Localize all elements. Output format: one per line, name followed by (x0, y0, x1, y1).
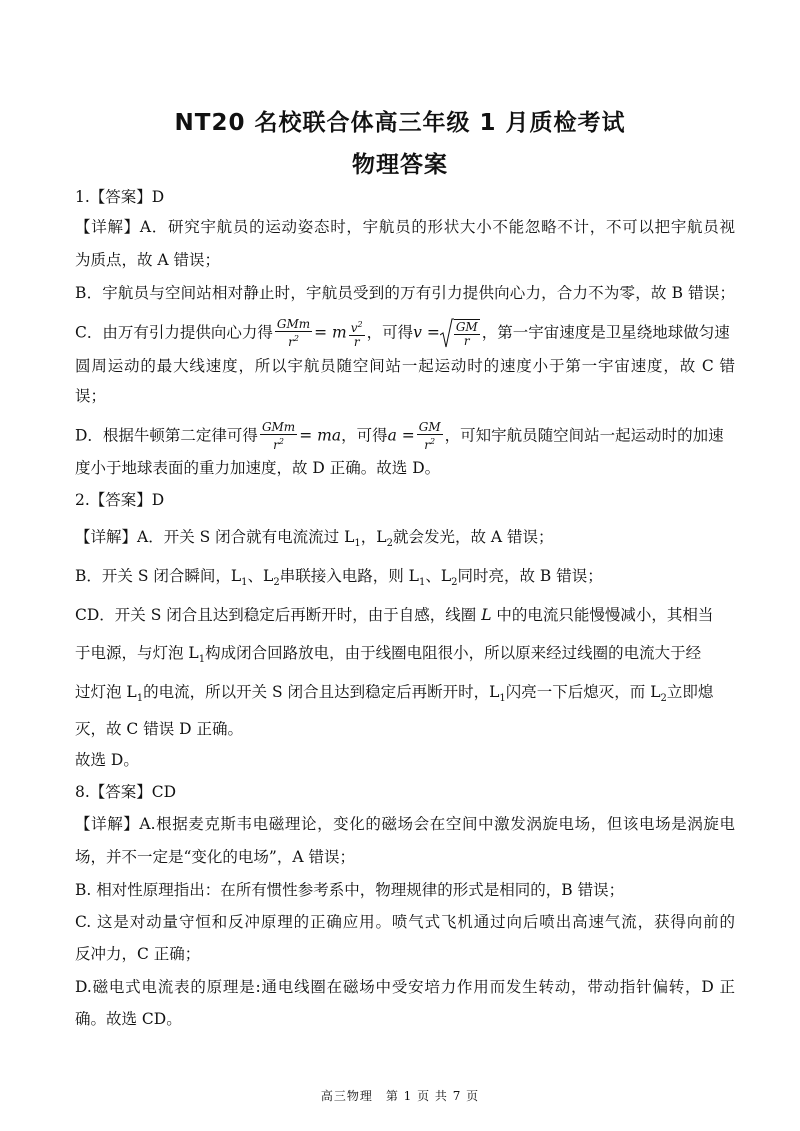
q8-line-5: 反冲力，C 正确； (75, 945, 201, 963)
q1-line-7: D．根据牛顿第二定律可得 $\frac{\text{GMm}}{r^2}$ = ma，可得a = $\frac{GM}{r^2}$ ，可知宇航员随空间站一起运动时的加速 (75, 420, 724, 452)
q1-line-2: 为质点，故 A 错误； (75, 251, 221, 269)
q1-line-8: 度小于地球表面的重力加速度，故 D 正确。故选 D。 (75, 459, 441, 477)
q2-line-5: 过灯泡 $L_1$的电流，所以开关 S 闭合且达到稳定后再断开时，$L_1$闪亮一下后熄灭，而 $L_2$立即熄 (75, 683, 714, 704)
page-footer: 高三物理 第 1 页 共 7 页 (320, 1089, 480, 1103)
q2-line-7: 故选 D。 (75, 751, 139, 769)
q1-line-5: 圆周运动的最大线速度，所以宇航员随空间站一起运动时的速度小于第一宇宙速度，故 C 错 (75, 357, 735, 375)
q1-line-4-text-a: C．由万有引力提供向心力得 (75, 323, 273, 342)
q1-line-7-text-b: ，可得 (341, 426, 388, 445)
q1-line-4-text-b: ，可得 (366, 323, 414, 342)
q1-line-4: C．由万有引力提供向心力得 $\frac{\text{GMm}}{r^2}$ = m $\frac{v^2}{r}$ ，可得v = $\frac{GM}{r}$ ，第一宇宙速度是卫星绕地球做匀速 (75, 317, 730, 349)
exam-title: NT20 名校联合体高三年级 1 月质检考试 (174, 110, 626, 136)
q8-line-6: D.磁电式电流表的原理是:通电线圈在磁场中受安培力作用而发生转动，带动指针偏转，D 正 (75, 978, 735, 996)
q2-line-1: 【详解】A．开关 S 闭合就有电流流过 $L_1$，$L_2$就会发光，故 A 错误； (75, 528, 554, 549)
gravity-fraction-2: $\frac{\text{GMm}}{r^2}$ (261, 420, 296, 452)
sqrt-sign-icon (440, 317, 454, 349)
q1-line-1: 【详解】A．研究宇航员的运动姿态时，宇航员的形状大小不能忽略不计，不可以把宇航员视 (75, 218, 735, 236)
q8-line-1: 【详解】A.根据麦克斯韦电磁理论，变化的磁场会在空间中激发涡旋电场，但该电场是涡旋电 (75, 815, 735, 833)
acceleration-fraction: $\frac{GM}{r^2}$ (418, 420, 441, 452)
q8-line-2: 场，并不一定是“变化的电场”，A 错误； (75, 848, 355, 866)
sqrt-formula: $\frac{GM}{r}$ (440, 319, 482, 348)
gravity-fraction: $\frac{\text{GMm}}{r^2}$ (276, 317, 311, 349)
q8-line-4: C. 这是对动量守恒和反冲原理的正确应用。喷气式飞机通过向后喷出高速气流，获得向前的 (75, 913, 735, 931)
q1-line-6: 误； (75, 387, 107, 405)
q1-line-7-text-c: ，可知宇航员随空间站一起运动时的加速 (444, 426, 724, 445)
q2-line-3: CD．开关 S 闭合且达到稳定后再断开时，由于自感，线圈 L 中的电流只能慢慢减小，其相当 (75, 606, 714, 624)
q2-line-6: 灭，故 C 错误 D 正确。 (75, 720, 243, 738)
q8-line-7: 确。故选 CD。 (75, 1010, 182, 1028)
q1-line-7-text-a: D．根据牛顿第二定律可得 (75, 426, 258, 445)
q1-line-4-text-c: ，第一宇宙速度是卫星绕地球做匀速 (481, 323, 730, 342)
centripetal-fraction: $\frac{v^2}{r}$ (350, 320, 363, 349)
q8-line-3: B. 相对性原理指出：在所有惯性参考系中，物理规律的形式是相同的，B 错误； (75, 881, 625, 899)
exam-subtitle: 物理答案 (352, 152, 448, 178)
q8-answer: 8.【答案】CD (75, 783, 177, 801)
q2-answer: 2.【答案】D (75, 491, 165, 509)
q1-line-3: B．宇航员与空间站相对静止时，宇航员受到的万有引力提供向心力，合力不为零，故 B 错误； (75, 284, 735, 302)
q2-line-2: B．开关 S 闭合瞬间，$L_1$、$L_2$串联接入电路，则 $L_1$、$L_2$同时亮，故 B 错误； (75, 567, 603, 588)
q2-line-4: 于电源，与灯泡 $L_1$构成闭合回路放电，由于线圈电阻很小，所以原来经过线圈的电流大于经 (75, 644, 702, 665)
q1-answer: 1.【答案】D (75, 188, 165, 206)
